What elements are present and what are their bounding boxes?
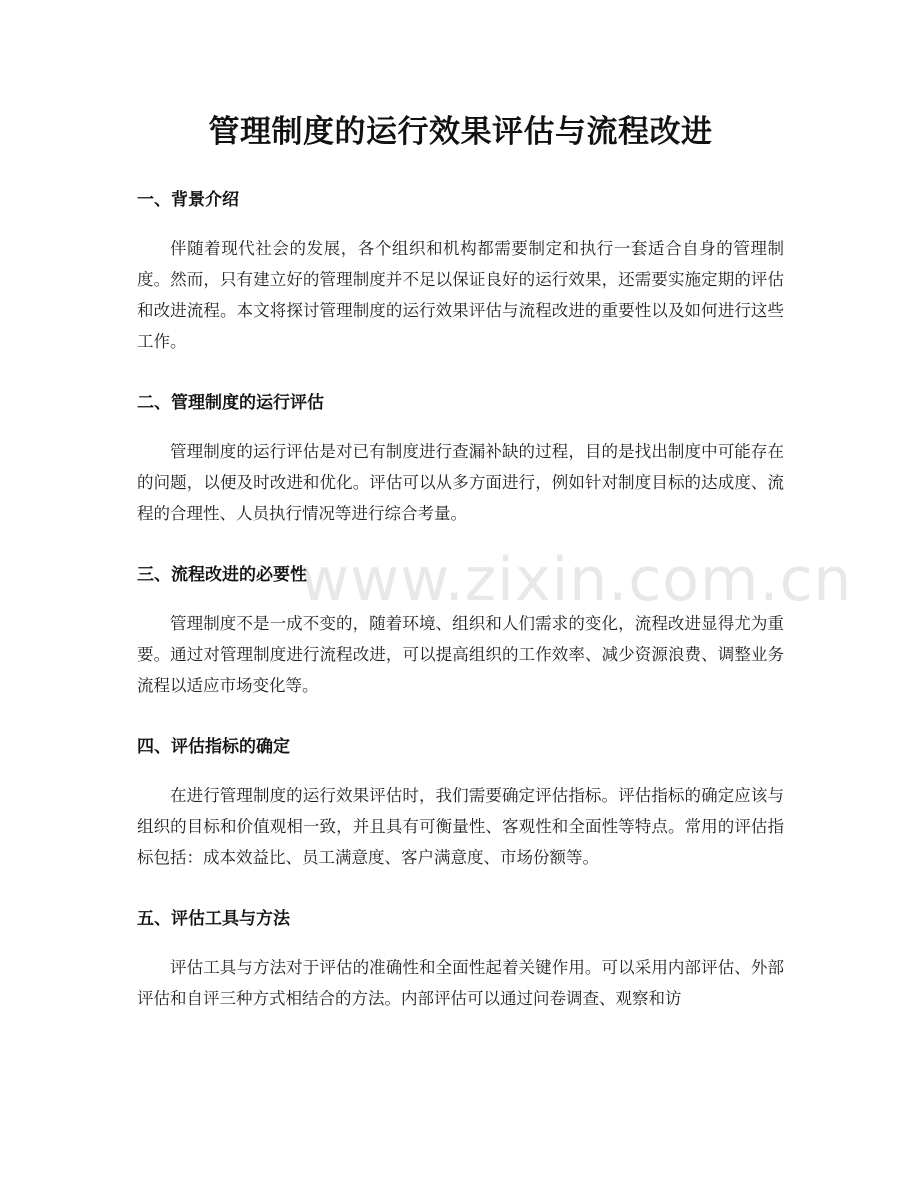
- section-heading: 三、流程改进的必要性: [137, 565, 307, 585]
- document-title: 管理制度的运行效果评估与流程改进: [208, 114, 713, 150]
- section-heading: 二、管理制度的运行评估: [137, 393, 324, 413]
- section-evaluation-tools-methods: [137, 907, 784, 1014]
- section-paragraph: 伴随着现代社会的发展，各个组织和机构都需要制定和执行一套适合自身的管理制度。然而，只有建立好的管理制度并不足以保证良好的运行效果，还需要实施定期的评估和改进流程。本文将探讨管理制度的运行效果评估与流程改进的重要性以及如何进行这些工作。: [137, 239, 784, 351]
- site-watermark: www.zixin.com.cn: [300, 545, 853, 615]
- section-process-improvement-necessity: [137, 563, 784, 701]
- section-heading: 五、评估工具与方法: [137, 909, 290, 929]
- section-heading: 四、评估指标的确定: [137, 737, 290, 757]
- section-paragraph: 管理制度不是一成不变的，随着环境、组织和人们需求的变化，流程改进显得尤为重要。通过对管理制度进行流程改进，可以提高组织的工作效率、减少资源浪费、调整业务流程以适应市场变化等。: [137, 614, 784, 695]
- section-operation-evaluation: [137, 391, 784, 529]
- section-paragraph: 在进行管理制度的运行效果评估时，我们需要确定评估指标。评估指标的确定应该与组织的目标和价值观相一致，并且具有可衡量性、客观性和全面性等特点。常用的评估指标包括：成本效益比、员工满意度、客户满意度、市场份额等。: [137, 786, 784, 867]
- section-paragraph: 评估工具与方法对于评估的准确性和全面性起着关键作用。可以采用内部评估、外部评估和自评三种方式相结合的方法。内部评估可以通过问卷调查、观察和访: [137, 958, 784, 1008]
- section-heading: 一、背景介绍: [137, 190, 239, 210]
- section-background: [137, 188, 784, 357]
- section-paragraph: 管理制度的运行评估是对已有制度进行查漏补缺的过程，目的是找出制度中可能存在的问题，以便及时改进和优化。评估可以从多方面进行，例如针对制度目标的达成度、流程的合理性、人员执行情况等进行综合考量。: [137, 442, 784, 523]
- section-evaluation-indicators: [137, 735, 784, 873]
